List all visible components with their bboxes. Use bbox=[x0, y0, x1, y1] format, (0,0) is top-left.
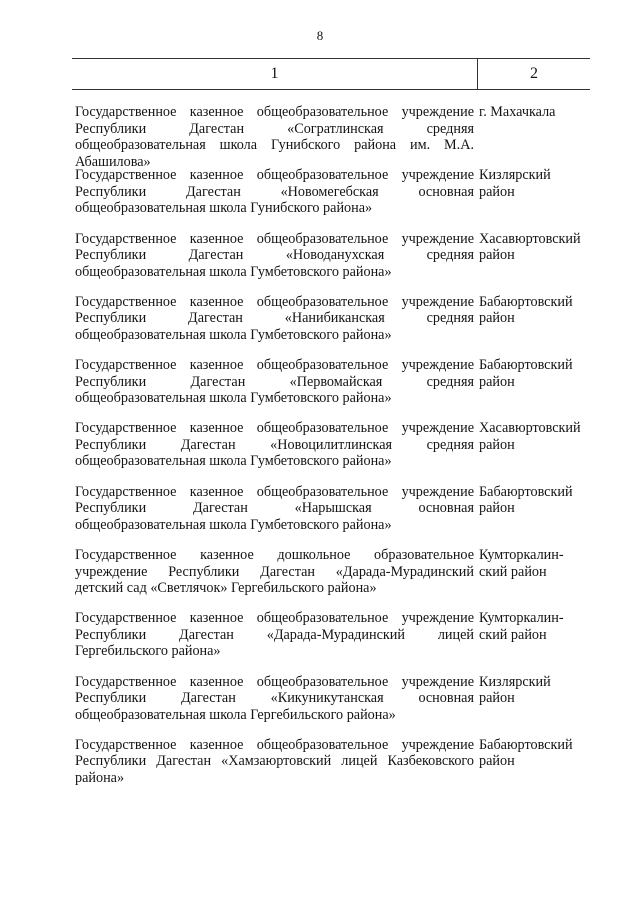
institution-name: Государственное казенное общеобразовательное учреждение Республики Дагестан «Кикуникутанская основная общеобразовательная школа Гергебильского района» bbox=[75, 673, 474, 723]
district: Кизлярский район bbox=[479, 167, 551, 200]
district: Бабаюртовский район bbox=[479, 736, 573, 770]
table-row bbox=[75, 484, 595, 547]
district: Кумторкалин- ский район bbox=[479, 547, 564, 580]
table-row bbox=[75, 610, 595, 673]
page-number: 8 bbox=[316, 28, 324, 43]
table-row bbox=[75, 231, 595, 294]
district: Кизлярский район bbox=[479, 673, 551, 707]
table-row bbox=[75, 737, 595, 800]
institution-name: Государственное казенное общеобразовательное учреждение Республики Дагестан «Хамзаюртовский лицей Казбековского района» bbox=[75, 736, 474, 786]
institution-name: Государственное казенное общеобразовательное учреждение Республики Дагестан «Первомайская средняя общеобразовательная школа Гумбетовского района» bbox=[75, 357, 474, 407]
institution-name: Государственное казенное общеобразовательное учреждение Республики Дагестан «Согратлинская средняя общеобразовательная школа Гунибского района им. М.А. Абашилова» bbox=[75, 104, 474, 170]
table-body bbox=[75, 104, 595, 800]
institution-name: Государственное казенное общеобразовательное учреждение Республики Дагестан «Дарада-Мурадинский лицей Гергебильского района» bbox=[75, 610, 474, 660]
district: Бабаюртовский район bbox=[479, 483, 573, 517]
institution-name: Государственное казенное общеобразовательное учреждение Республики Дагестан «Нанибиканская средняя общеобразовательная школа Гумбетовского района» bbox=[75, 293, 474, 343]
table-row bbox=[75, 294, 595, 357]
table-row bbox=[75, 104, 595, 170]
table-row bbox=[75, 547, 595, 610]
table-row bbox=[75, 420, 595, 483]
district: Хасавюртовский район bbox=[479, 420, 581, 453]
district: Бабаюртовский район bbox=[479, 293, 573, 327]
institution-name: Государственное казенное общеобразовательное учреждение Республики Дагестан «Новоданухская средняя общеобразовательная школа Гумбетовского района» bbox=[75, 230, 474, 280]
column-header-2: 2 bbox=[530, 65, 538, 82]
column-header-1: 1 bbox=[72, 59, 478, 89]
district: Бабаюртовский район bbox=[479, 357, 573, 390]
table-row bbox=[75, 167, 595, 230]
table-row bbox=[75, 674, 595, 737]
table-header bbox=[72, 58, 590, 90]
institution-name: Государственное казенное дошкольное образовательное учреждение Республики Дагестан «Дарада-Мурадинский детский сад «Светлячок» Гергебильского района» bbox=[75, 547, 474, 597]
district: г. Махачкала bbox=[479, 104, 556, 120]
table-row bbox=[75, 357, 595, 420]
institution-name: Государственное казенное общеобразовательное учреждение Республики Дагестан «Нарышская основная общеобразовательная школа Гумбетовского района» bbox=[75, 483, 474, 533]
district: Хасавюртовский район bbox=[479, 230, 581, 264]
institution-name: Государственное казенное общеобразовательное учреждение Республики Дагестан «Новоцилитлинская средняя общеобразовательная школа Гумбетовского района» bbox=[75, 420, 474, 470]
district: Кумторкалин- ский район bbox=[479, 610, 564, 643]
institution-name: Государственное казенное общеобразовательное учреждение Республики Дагестан «Новомегебская основная общеобразовательная школа Гунибского района» bbox=[75, 167, 474, 217]
